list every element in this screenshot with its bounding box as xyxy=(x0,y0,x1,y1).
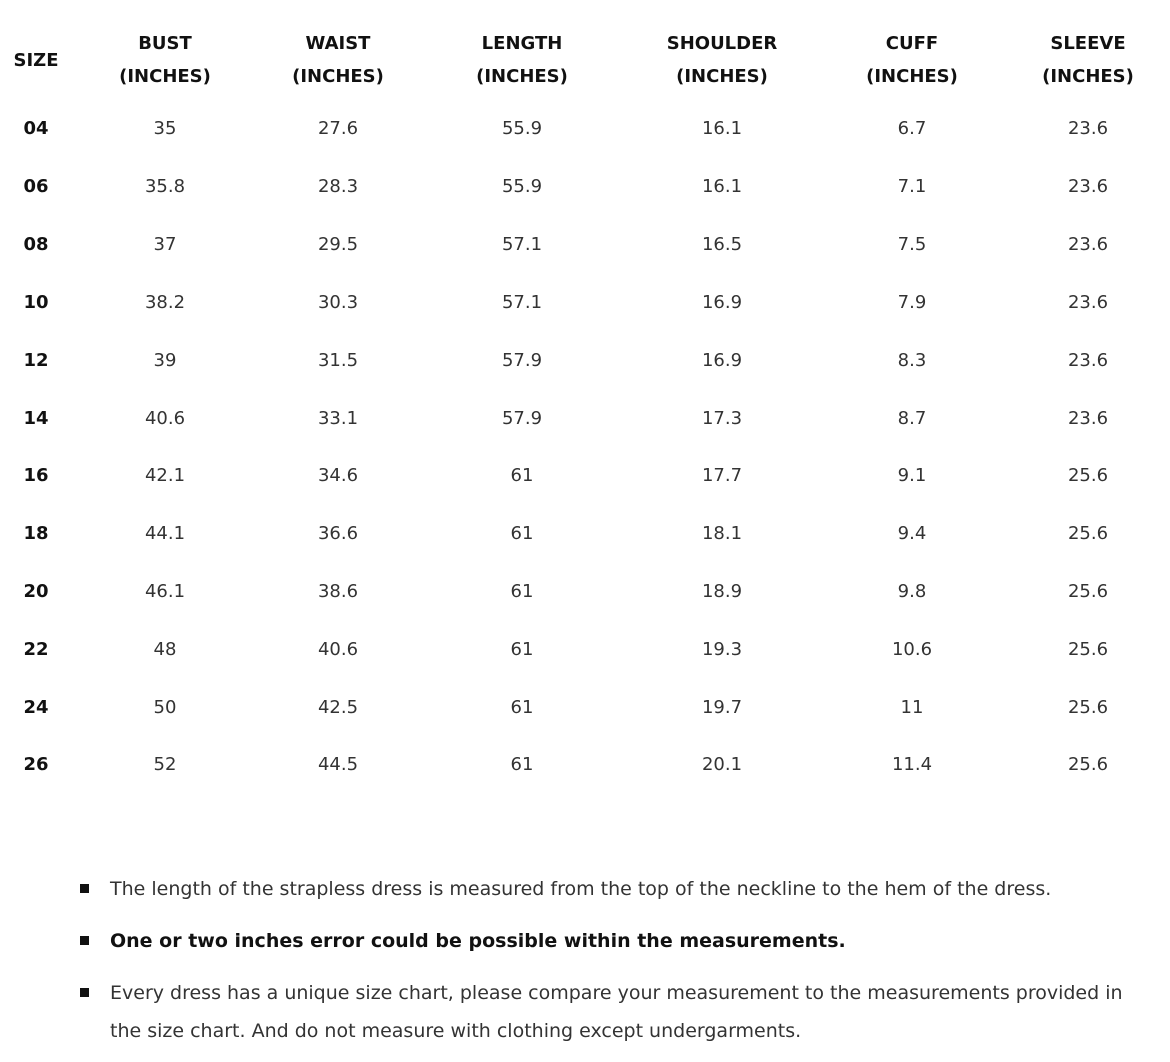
sleeve-cell: 25.6 xyxy=(1067,696,1109,718)
header-waist-unit: (INCHES) xyxy=(292,66,384,87)
bust-cell: 52 xyxy=(153,754,177,776)
size-cell: 18 xyxy=(23,523,49,545)
waist-cell: 33.1 xyxy=(317,407,359,429)
waist-cell: 34.6 xyxy=(317,465,359,487)
length-cell: 61 xyxy=(510,465,534,487)
shoulder-cell: 16.1 xyxy=(701,176,743,198)
sleeve-cell: 23.6 xyxy=(1067,176,1109,198)
table-row xyxy=(0,620,1170,678)
sleeve-cell: 23.6 xyxy=(1067,234,1109,256)
sleeve-cell: 23.6 xyxy=(1067,349,1109,371)
length-cell: 55.9 xyxy=(501,117,543,139)
length-cell: 61 xyxy=(510,638,534,660)
sleeve-cell: 23.6 xyxy=(1067,407,1109,429)
header-sleeve-label: SLEEVE xyxy=(1050,33,1126,54)
shoulder-cell: 20.1 xyxy=(701,754,743,776)
cuff-cell: 7.1 xyxy=(897,176,927,198)
table-row xyxy=(0,158,1170,216)
table-row xyxy=(0,447,1170,505)
bust-cell: 50 xyxy=(153,696,177,718)
shoulder-cell: 16.5 xyxy=(701,234,743,256)
size-cell: 16 xyxy=(23,465,49,487)
cuff-cell: 9.1 xyxy=(897,465,927,487)
cuff-cell: 9.8 xyxy=(897,580,927,602)
shoulder-cell: 18.9 xyxy=(701,580,743,602)
cuff-cell: 8.7 xyxy=(897,407,927,429)
header-shoulder xyxy=(626,22,818,98)
size-cell: 26 xyxy=(23,754,49,776)
waist-cell: 42.5 xyxy=(317,696,359,718)
header-length-unit: (INCHES) xyxy=(476,66,568,87)
waist-cell: 44.5 xyxy=(317,754,359,776)
length-cell: 61 xyxy=(510,580,534,602)
square-bullet-icon xyxy=(80,988,89,997)
cuff-cell: 7.9 xyxy=(897,291,927,313)
bust-cell: 44.1 xyxy=(144,523,186,545)
size-cell: 22 xyxy=(23,638,49,660)
header-bust-unit: (INCHES) xyxy=(119,66,211,87)
header-length-label: LENGTH xyxy=(481,33,563,54)
length-cell: 57.9 xyxy=(501,407,543,429)
length-cell: 61 xyxy=(510,696,534,718)
waist-cell: 36.6 xyxy=(317,523,359,545)
bust-cell: 40.6 xyxy=(144,407,186,429)
cuff-cell: 11 xyxy=(900,696,924,718)
header-bust-label: BUST xyxy=(138,33,192,54)
bust-cell: 42.1 xyxy=(144,465,186,487)
cuff-cell: 9.4 xyxy=(897,523,927,545)
bust-cell: 38.2 xyxy=(144,291,186,313)
header-bust xyxy=(72,22,258,98)
bust-cell: 48 xyxy=(153,638,177,660)
table-row xyxy=(0,274,1170,332)
shoulder-cell: 19.3 xyxy=(701,638,743,660)
header-waist xyxy=(258,22,418,98)
shoulder-cell: 16.1 xyxy=(701,117,743,139)
sleeve-cell: 25.6 xyxy=(1067,465,1109,487)
header-size xyxy=(0,22,72,98)
waist-cell: 28.3 xyxy=(317,176,359,198)
waist-cell: 30.3 xyxy=(317,291,359,313)
header-cuff-label: CUFF xyxy=(885,33,939,54)
note-text: One or two inches error could be possible within the measurements. xyxy=(110,930,846,952)
size-cell: 08 xyxy=(23,234,49,256)
table-row xyxy=(0,505,1170,563)
size-cell: 20 xyxy=(23,580,49,602)
sleeve-cell: 25.6 xyxy=(1067,638,1109,660)
size-cell: 24 xyxy=(23,696,49,718)
bust-cell: 35.8 xyxy=(144,176,186,198)
size-cell: 06 xyxy=(23,176,49,198)
note-length-measurement xyxy=(78,870,1138,908)
cuff-cell: 10.6 xyxy=(891,638,933,660)
bust-cell: 46.1 xyxy=(144,580,186,602)
note-unique-size-chart xyxy=(78,974,1138,1050)
cuff-cell: 7.5 xyxy=(897,234,927,256)
waist-cell: 27.6 xyxy=(317,117,359,139)
sleeve-cell: 25.6 xyxy=(1067,754,1109,776)
shoulder-cell: 18.1 xyxy=(701,523,743,545)
header-sleeve-unit: (INCHES) xyxy=(1042,66,1134,87)
size-chart-body xyxy=(0,98,1170,794)
cuff-cell: 11.4 xyxy=(891,754,933,776)
size-chart-header xyxy=(0,22,1170,98)
square-bullet-icon xyxy=(80,936,89,945)
sleeve-cell: 25.6 xyxy=(1067,523,1109,545)
header-length xyxy=(418,22,626,98)
table-row xyxy=(0,389,1170,447)
length-cell: 55.9 xyxy=(501,176,543,198)
size-cell: 14 xyxy=(23,407,49,429)
sleeve-cell: 25.6 xyxy=(1067,580,1109,602)
shoulder-cell: 17.7 xyxy=(701,465,743,487)
shoulder-cell: 19.7 xyxy=(701,696,743,718)
waist-cell: 31.5 xyxy=(317,349,359,371)
sleeve-cell: 23.6 xyxy=(1067,117,1109,139)
header-shoulder-label: SHOULDER xyxy=(666,33,778,54)
waist-cell: 40.6 xyxy=(317,638,359,660)
waist-cell: 29.5 xyxy=(317,234,359,256)
shoulder-cell: 16.9 xyxy=(701,291,743,313)
shoulder-cell: 16.9 xyxy=(701,349,743,371)
table-row xyxy=(0,678,1170,736)
bust-cell: 35 xyxy=(153,117,177,139)
length-cell: 57.1 xyxy=(501,291,543,313)
length-cell: 57.1 xyxy=(501,234,543,256)
header-sleeve xyxy=(1006,22,1170,98)
note-text: The length of the strapless dress is measured from the top of the neckline to the hem of the dress. xyxy=(110,878,1052,900)
table-row xyxy=(0,331,1170,389)
header-waist-label: WAIST xyxy=(305,33,371,54)
header-shoulder-unit: (INCHES) xyxy=(676,66,768,87)
header-cuff xyxy=(818,22,1006,98)
size-cell: 12 xyxy=(23,349,49,371)
cuff-cell: 8.3 xyxy=(897,349,927,371)
cuff-cell: 6.7 xyxy=(897,117,927,139)
size-chart-table xyxy=(0,22,1170,794)
bust-cell: 37 xyxy=(153,234,177,256)
header-size-label: SIZE xyxy=(13,49,59,71)
note-measurement-error xyxy=(78,922,1138,960)
note-text: Every dress has a unique size chart, please compare your measurement to the measurements provided in the size chart. And do not measure with clothing except undergarments. xyxy=(110,982,1123,1042)
size-cell: 04 xyxy=(23,117,49,139)
length-cell: 61 xyxy=(510,754,534,776)
table-row xyxy=(0,98,1170,158)
length-cell: 57.9 xyxy=(501,349,543,371)
bust-cell: 39 xyxy=(153,349,177,371)
table-row xyxy=(0,736,1170,794)
header-cuff-unit: (INCHES) xyxy=(866,66,958,87)
header-row xyxy=(0,22,1170,98)
table-row xyxy=(0,216,1170,274)
size-cell: 10 xyxy=(23,291,49,313)
table-row xyxy=(0,563,1170,621)
measurement-notes xyxy=(78,870,1138,1050)
length-cell: 61 xyxy=(510,523,534,545)
sleeve-cell: 23.6 xyxy=(1067,291,1109,313)
shoulder-cell: 17.3 xyxy=(701,407,743,429)
waist-cell: 38.6 xyxy=(317,580,359,602)
square-bullet-icon xyxy=(80,884,89,893)
